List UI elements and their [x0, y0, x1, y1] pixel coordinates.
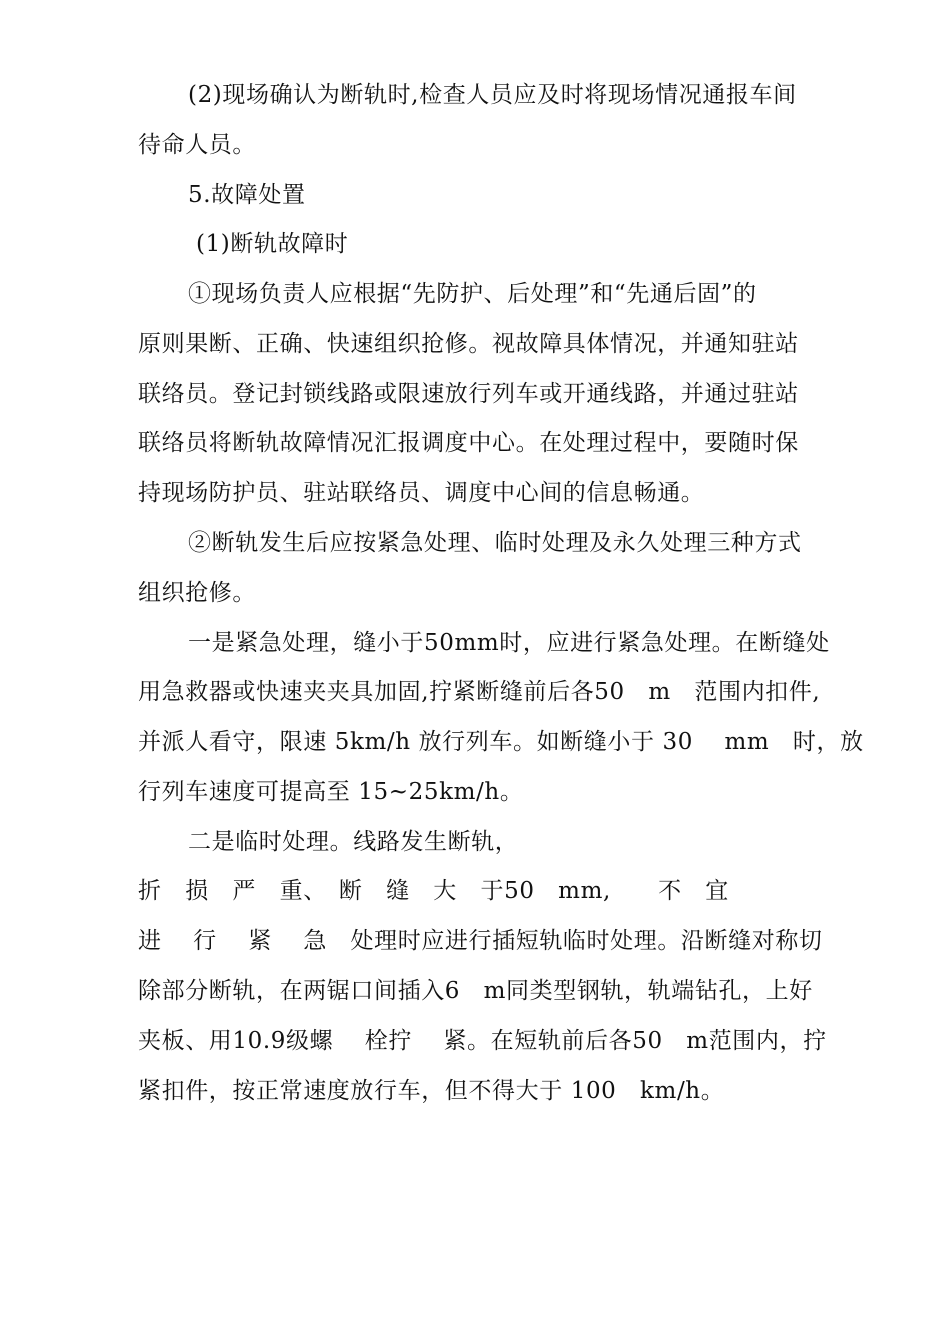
paragraph-line: 一是紧急处理，缝小于50mm时，应进行紧急处理。在断缝处	[188, 630, 830, 656]
paragraph-line: 原则果断、正确、快速组织抢修。视故障具体情况，并通知驻站	[138, 331, 799, 357]
paragraph-line: 联络员。登记封锁线路或限速放行列车或开通线路，并通过驻站	[138, 381, 799, 407]
paragraph-line: 用急救器或快速夹夹具加固,拧紧断缝前后各50 m 范围内扣件,	[138, 679, 821, 705]
paragraph-line: 行列车速度可提高至 15~25km/h。	[138, 779, 524, 805]
paragraph-line: 组织抢修。	[138, 580, 256, 606]
section-heading: 5.故障处置	[188, 182, 306, 208]
paragraph-line: ①现场负责人应根据“先防护、后处理”和“先通后固”的	[188, 281, 757, 307]
paragraph-line: (2)现场确认为断轨时,检查人员应及时将现场情况通报车间	[188, 82, 797, 108]
paragraph-line: 二是临时处理。线路发生断轨，	[188, 829, 519, 855]
paragraph-line: 待命人员。	[138, 132, 256, 158]
subsection-heading: (1)断轨故障时	[196, 231, 349, 257]
paragraph-line: 折 损 严 重、 断 缝 大 于50 mm, 不 宜	[138, 878, 729, 904]
paragraph-line: 持现场防护员、驻站联络员、调度中心间的信息畅通。	[138, 480, 705, 506]
paragraph-line: 除部分断轨，在两锯口间插入6 m同类型钢轨，轨端钻孔，上好	[138, 978, 813, 1004]
paragraph-line: 进 行 紧 急 处理时应进行插短轨临时处理。沿断缝对称切	[138, 928, 823, 954]
paragraph-line: 并派人看守，限速 5km/h 放行列车。如断缝小于 30 mm 时，放	[138, 729, 864, 755]
paragraph-line: 紧扣件，按正常速度放行车，但不得大于 100 km/h。	[138, 1078, 725, 1104]
paragraph-line: ②断轨发生后应按紧急处理、临时处理及永久处理三种方式	[188, 530, 802, 556]
paragraph-line: 夹板、用10.9级螺 栓拧 紧。在短轨前后各50 m范围内，拧	[138, 1028, 827, 1054]
paragraph-line: 联络员将断轨故障情况汇报调度中心。在处理过程中，要随时保	[138, 430, 799, 456]
